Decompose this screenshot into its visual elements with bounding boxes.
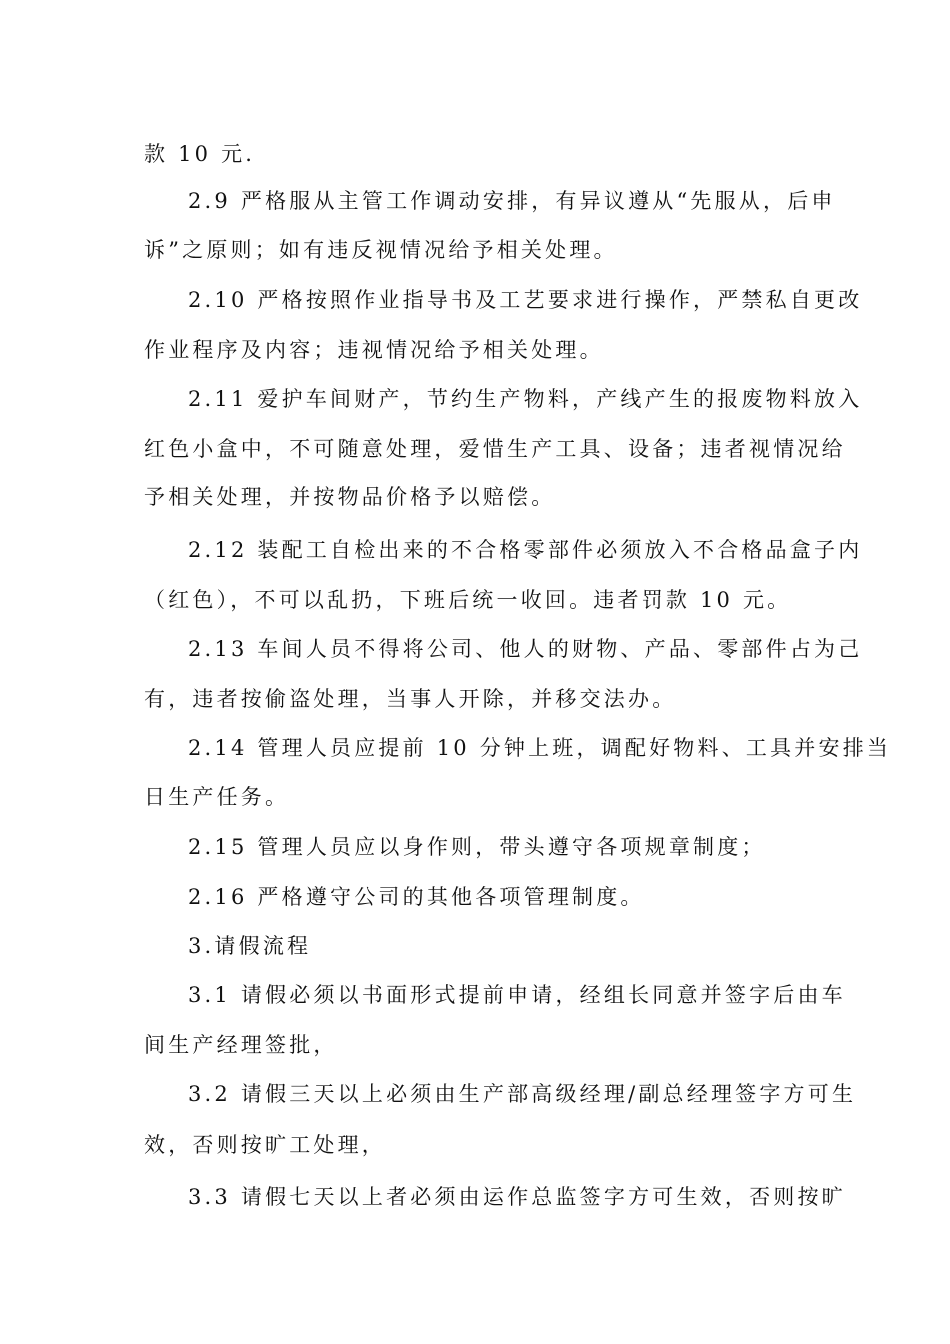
text-line: 予相关处理，并按物品价格予以赔偿。 [144,485,556,509]
text-line: （红色），不可以乱扔，下班后统一收回。违者罚款 10 元。 [144,588,792,612]
text-line: 间生产经理签批， [144,1033,338,1057]
paragraph-2-14: 2.14 管理人员应提前 10 分钟上班，调配好物料、工具并安排当 [188,736,892,760]
paragraph-2-16: 2.16 严格遵守公司的其他各项管理制度。 [188,885,645,909]
paragraph-3-1: 3.1 请假必须以书面形式提前申请，经组长同意并签字后由车 [188,983,846,1007]
text-line: 有，违者按偷盗处理，当事人开除，并移交法办。 [144,687,677,711]
paragraph-2-12: 2.12 装配工自检出来的不合格零部件必须放入不合格品盒子内 [188,538,863,562]
paragraph-2-9: 2.9 严格服从主管工作调动安排，有异议遵从“先服从，后申 [188,189,836,213]
text-line: 效，否则按旷工处理， [144,1133,386,1157]
paragraph-2-15: 2.15 管理人员应以身作则，带头遵守各项规章制度； [188,835,766,859]
text-line: 作业程序及内容；违视情况给予相关处理。 [144,338,604,362]
text-line: 诉”之原则；如有违反视情况给予相关处理。 [144,238,618,262]
text-line: 款 10 元. [144,142,256,166]
paragraph-2-11: 2.11 爱护车间财产，节约生产物料，产线产生的报废物料放入 [188,387,863,411]
section-heading-3: 3.请假流程 [188,934,312,958]
text-line: 红色小盒中，不可随意处理，爱惜生产工具、设备；违者视情况给 [144,437,846,461]
paragraph-3-2: 3.2 请假三天以上必须由生产部高级经理/副总经理签字方可生 [188,1082,857,1106]
text-line: 日生产任务。 [144,785,290,809]
paragraph-2-13: 2.13 车间人员不得将公司、他人的财物、产品、零部件占为己 [188,637,863,661]
paragraph-2-10: 2.10 严格按照作业指导书及工艺要求进行操作，严禁私自更改 [188,288,863,312]
paragraph-3-3: 3.3 请假七天以上者必须由运作总监签字方可生效，否则按旷 [188,1185,846,1209]
